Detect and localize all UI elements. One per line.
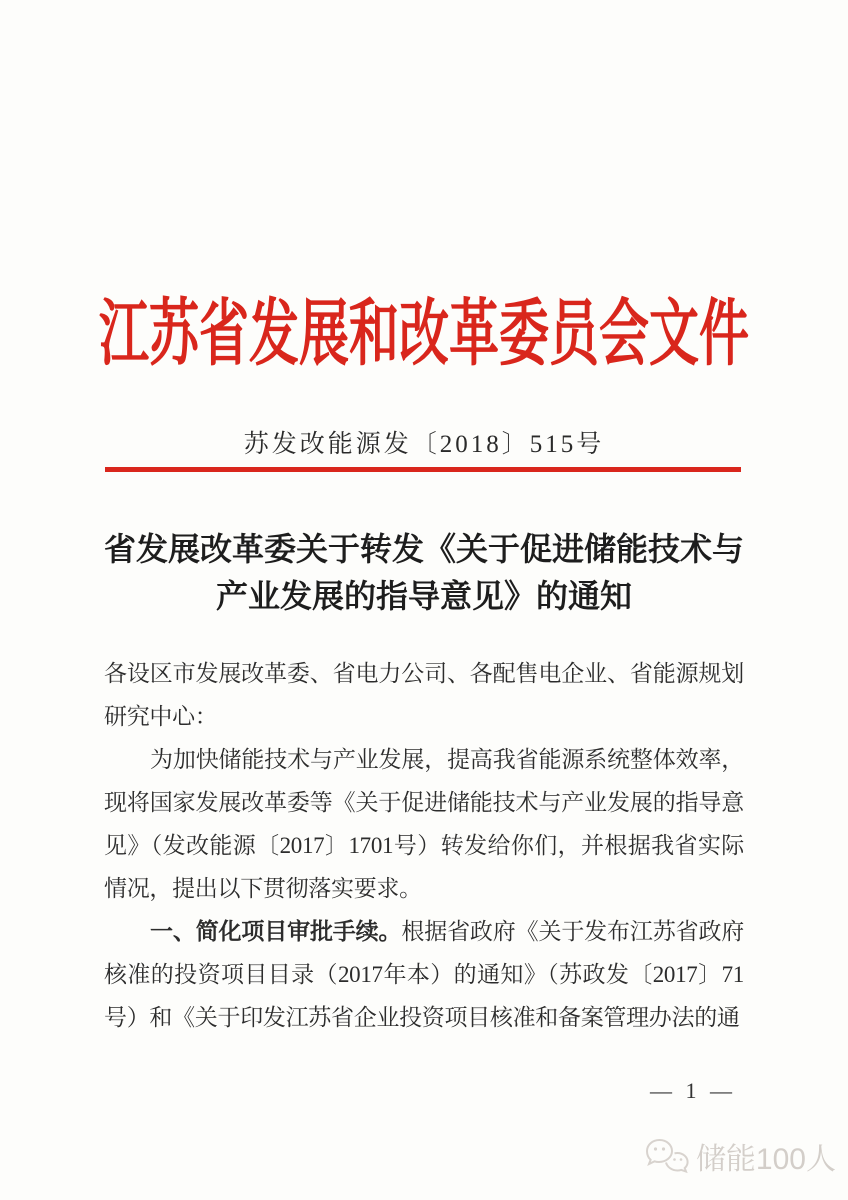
watermark-label: 储能100人 xyxy=(695,1143,836,1176)
paragraph-lead: 一、简化项目审批手续。 xyxy=(150,918,402,944)
paragraph-text: 为加快储能技术与产业发展，提高我省能源系统整体效率，现将国家发展改革委等《关于促进储能技术与产业发展的指导意见》（发改能源〔2017〕1701号）转发给你们，并根据我省实际情况，提出以下贯彻落实要求。 xyxy=(104,747,744,901)
salutation: 各设区市发展改革委、省电力公司、各配售电企业、省能源规划研究中心： xyxy=(104,661,744,729)
page-number: — 1 — xyxy=(650,1078,736,1103)
body-paragraph xyxy=(104,738,744,910)
document-title-line2: 产业发展的指导意见》的通知 xyxy=(215,578,632,614)
red-divider-rule xyxy=(105,467,741,472)
document-body xyxy=(104,652,744,1039)
body-paragraph xyxy=(104,910,744,1039)
paragraph-text: 根据省政府《关于发布江苏省政府核准的投资项目目录（2017年本）的通知》（苏政发〔2017〕71号）和《关于印发江苏省企业投资项目核准和备案管理办法的通 xyxy=(104,919,744,1030)
agency-banner-title: 江苏省发展和改革委员会文件 xyxy=(99,293,749,375)
document-title-line1: 省发展改革委关于转发《关于促进储能技术与 xyxy=(103,531,744,567)
watermark xyxy=(644,1134,836,1178)
document-title xyxy=(0,526,848,620)
wechat-icon xyxy=(644,1137,690,1175)
document-number: 苏发改能源发〔2018〕515号 xyxy=(243,431,605,458)
